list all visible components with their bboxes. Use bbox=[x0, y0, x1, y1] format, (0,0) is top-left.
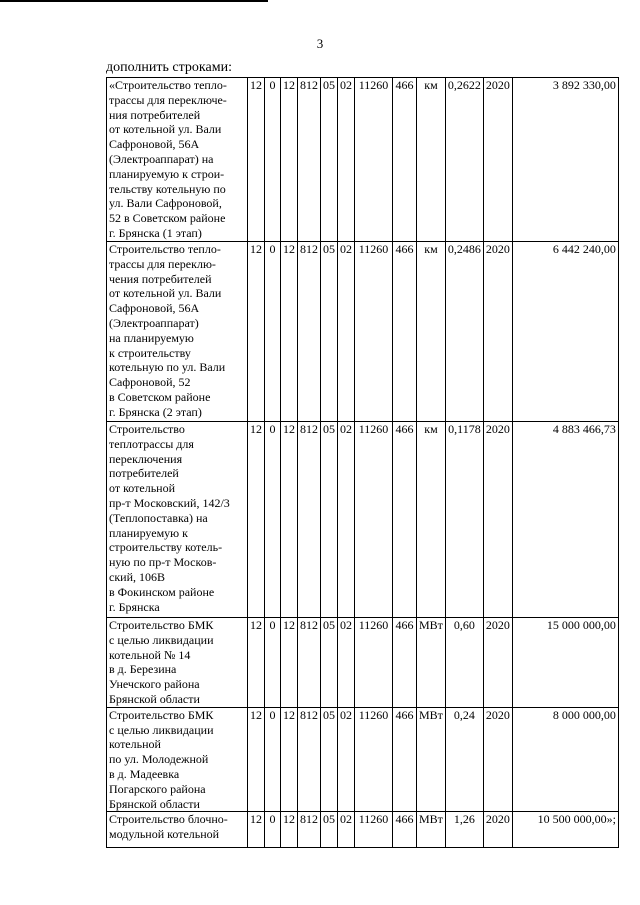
budget-table bbox=[106, 77, 619, 848]
code-8-cell: 466 bbox=[393, 422, 417, 618]
page-number: 3 bbox=[316, 36, 324, 51]
amount-cell: 4 883 466,73 bbox=[512, 422, 618, 618]
row-name-cell: Строительство БМК с целью ликвидации котельной № 14 в д. Березина Унечского района Брянской области bbox=[107, 618, 248, 708]
code-4-cell: 812 bbox=[298, 812, 321, 848]
code-5-cell: 05 bbox=[321, 78, 338, 242]
code-1-cell: 12 bbox=[248, 422, 265, 618]
year-cell: 2020 bbox=[483, 422, 512, 618]
code-8-cell: 466 bbox=[393, 242, 417, 422]
code-5-cell: 05 bbox=[321, 242, 338, 422]
table-row bbox=[107, 812, 619, 848]
code-1-cell: 12 bbox=[248, 707, 265, 812]
code-4-cell: 812 bbox=[298, 618, 321, 708]
code-6-cell: 02 bbox=[338, 422, 355, 618]
unit-cell: км bbox=[417, 242, 446, 422]
code-5-cell: 05 bbox=[321, 422, 338, 618]
code-1-cell: 12 bbox=[248, 618, 265, 708]
code-4-cell: 812 bbox=[298, 78, 321, 242]
code-7-cell: 11260 bbox=[355, 242, 393, 422]
quantity-cell: 1,26 bbox=[445, 812, 483, 848]
code-2-cell: 0 bbox=[265, 812, 281, 848]
quantity-cell: 0,1178 bbox=[445, 422, 483, 618]
code-3-cell: 12 bbox=[281, 78, 298, 242]
code-2-cell: 0 bbox=[265, 78, 281, 242]
code-6-cell: 02 bbox=[338, 812, 355, 848]
unit-cell: км bbox=[417, 78, 446, 242]
code-6-cell: 02 bbox=[338, 78, 355, 242]
code-3-cell: 12 bbox=[281, 618, 298, 708]
row-name-cell: Строительство БМК с целью ликвидации котельной по ул. Молодежной в д. Мадеевка Погарского района Брянской области bbox=[107, 707, 248, 812]
year-cell: 2020 bbox=[483, 78, 512, 242]
code-6-cell: 02 bbox=[338, 707, 355, 812]
year-cell: 2020 bbox=[483, 707, 512, 812]
unit-cell: МВт bbox=[417, 812, 446, 848]
code-1-cell: 12 bbox=[248, 78, 265, 242]
row-name-cell: «Строительство тепло- трассы для переключе- ния потребителей от котельной ул. Вали Сафроновой, 56А (Электроаппарат) на планируемую к строи- тельству котельную по ул. Вали Сафроновой, 52 в Советском районе г. Брянска (1 этап) bbox=[107, 78, 248, 242]
amount-cell: 15 000 000,00 bbox=[512, 618, 618, 708]
table-row bbox=[107, 78, 619, 242]
code-6-cell: 02 bbox=[338, 618, 355, 708]
row-name-cell: Строительство тепло- трассы для переклю- чения потребителей от котельной ул. Вали Сафроновой, 56А (Электроаппарат) на планируемую к строительству котельную по ул. Вали Сафроновой, 52 в Советском районе г. Брянска (2 этап) bbox=[107, 242, 248, 422]
code-7-cell: 11260 bbox=[355, 618, 393, 708]
code-1-cell: 12 bbox=[248, 242, 265, 422]
code-7-cell: 11260 bbox=[355, 422, 393, 618]
code-3-cell: 12 bbox=[281, 812, 298, 848]
quantity-cell: 0,2622 bbox=[445, 78, 483, 242]
code-7-cell: 11260 bbox=[355, 812, 393, 848]
year-cell: 2020 bbox=[483, 242, 512, 422]
amount-cell: 8 000 000,00 bbox=[512, 707, 618, 812]
code-5-cell: 05 bbox=[321, 707, 338, 812]
year-cell: 2020 bbox=[483, 812, 512, 848]
table-row bbox=[107, 618, 619, 708]
code-2-cell: 0 bbox=[265, 618, 281, 708]
code-8-cell: 466 bbox=[393, 707, 417, 812]
amount-cell: 3 892 330,00 bbox=[512, 78, 618, 242]
code-5-cell: 05 bbox=[321, 812, 338, 848]
table-row bbox=[107, 422, 619, 618]
row-name-cell: Строительство теплотрассы для переключения потребителей от котельной пр-т Московский, 142/3 (Теплопоставка) на планируемую к строительству котель- ную по пр-т Москов- ский, 106В в Фокинском районе г. Брянска bbox=[107, 422, 248, 618]
code-7-cell: 11260 bbox=[355, 78, 393, 242]
row-name-cell: Строительство блочно- модульной котельной bbox=[107, 812, 248, 848]
unit-cell: км bbox=[417, 422, 446, 618]
unit-cell: МВт bbox=[417, 618, 446, 708]
code-3-cell: 12 bbox=[281, 422, 298, 618]
code-3-cell: 12 bbox=[281, 707, 298, 812]
code-2-cell: 0 bbox=[265, 422, 281, 618]
code-2-cell: 0 bbox=[265, 707, 281, 812]
table-row bbox=[107, 707, 619, 812]
code-8-cell: 466 bbox=[393, 812, 417, 848]
quantity-cell: 0,2486 bbox=[445, 242, 483, 422]
code-6-cell: 02 bbox=[338, 242, 355, 422]
code-1-cell: 12 bbox=[248, 812, 265, 848]
quantity-cell: 0,24 bbox=[445, 707, 483, 812]
table-row bbox=[107, 242, 619, 422]
code-5-cell: 05 bbox=[321, 618, 338, 708]
code-4-cell: 812 bbox=[298, 707, 321, 812]
amount-cell: 10 500 000,00»; bbox=[512, 812, 618, 848]
intro-text: дополнить строками: bbox=[106, 60, 232, 75]
code-7-cell: 11260 bbox=[355, 707, 393, 812]
top-rule bbox=[0, 0, 268, 2]
year-cell: 2020 bbox=[483, 618, 512, 708]
unit-cell: МВт bbox=[417, 707, 446, 812]
code-8-cell: 466 bbox=[393, 618, 417, 708]
code-4-cell: 812 bbox=[298, 242, 321, 422]
code-2-cell: 0 bbox=[265, 242, 281, 422]
code-3-cell: 12 bbox=[281, 242, 298, 422]
code-4-cell: 812 bbox=[298, 422, 321, 618]
amount-cell: 6 442 240,00 bbox=[512, 242, 618, 422]
code-8-cell: 466 bbox=[393, 78, 417, 242]
quantity-cell: 0,60 bbox=[445, 618, 483, 708]
